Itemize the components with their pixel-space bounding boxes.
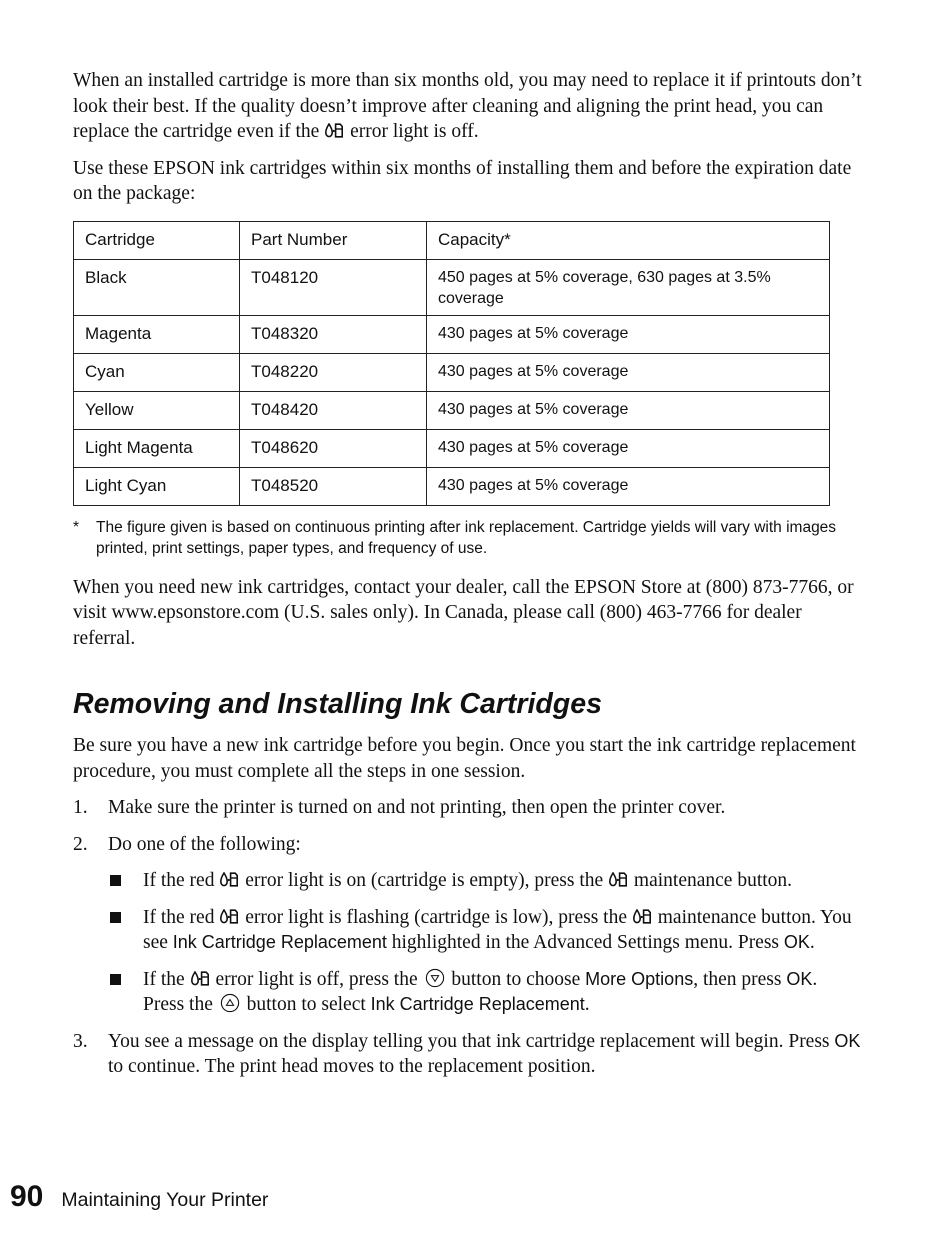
- section-title: Removing and Installing Ink Cartridges: [73, 688, 602, 720]
- option-text: . Press the: [143, 968, 818, 1015]
- ink-error-icon: [325, 123, 343, 138]
- capacity-cell: 430 pages at 5% coverage: [427, 429, 830, 467]
- table-row: [74, 467, 830, 505]
- step-text: Make sure the printer is turned on and not printing, then open the printer cover.: [108, 797, 726, 818]
- step-text: You see a message on the display telling you that ink cartridge replacement will begin. Press: [108, 1030, 830, 1052]
- capacity-cell: 430 pages at 5% coverage: [427, 315, 830, 353]
- option-text: highlighted in the Advanced Settings menu. Press: [391, 932, 780, 953]
- capacity-cell: 430 pages at 5% coverage: [427, 391, 830, 429]
- option-text: maintenance button.: [633, 870, 793, 891]
- page-number: 90: [10, 1180, 44, 1213]
- ui-label: Ink Cartridge Replacement: [172, 932, 387, 952]
- step-list: [73, 795, 863, 1080]
- section-intro: Be sure you have a new ink cartridge before you begin. Once you start the ink cartridge replacement procedure, you must complete all the steps in one session.: [73, 735, 856, 782]
- option-text: error light is on (cartridge is empty), press the: [245, 870, 604, 891]
- table-row: [74, 315, 830, 353]
- up-arrow-circle-icon: [220, 993, 240, 1013]
- part-number-cell: T048520: [240, 467, 427, 505]
- table-row: [74, 391, 830, 429]
- step-number: 1.: [73, 797, 88, 818]
- column-header: Cartridge: [74, 221, 240, 259]
- intro-paragraph-1: [73, 68, 863, 145]
- cartridge-cell: Cyan: [74, 353, 240, 391]
- option-text: error light is off, press the: [215, 968, 418, 990]
- option-text: If the red: [143, 870, 215, 891]
- option-item: [108, 868, 863, 894]
- option-text: maintenance button. You see: [143, 906, 852, 953]
- ui-label: OK: [834, 1030, 861, 1051]
- option-text: If the: [143, 968, 185, 990]
- option-text: .: [809, 932, 815, 953]
- option-text: If the red: [143, 906, 215, 928]
- option-text: error light is flashing (cartridge is low), press the: [245, 906, 627, 928]
- table-header-row: [74, 221, 830, 259]
- column-header: Part Number: [240, 221, 427, 259]
- footnote-text: The figure given is based on continuous printing after ink replacement. Cartridge yields will vary with images printed, print settings, paper types, and frequency of use.: [96, 518, 837, 557]
- ink-error-icon: [191, 971, 209, 986]
- page-footer: [10, 1180, 268, 1214]
- cartridge-cell: Light Magenta: [74, 429, 240, 467]
- cartridge-cell: Black: [74, 259, 240, 315]
- step-item: [73, 1029, 863, 1080]
- capacity-cell: 430 pages at 5% coverage: [427, 467, 830, 505]
- column-header: Capacity*: [427, 221, 830, 259]
- option-item: [108, 967, 863, 1018]
- option-item: [108, 905, 863, 956]
- intro-text: error light is off.: [350, 121, 479, 142]
- table-row: [74, 429, 830, 467]
- table-row: [74, 259, 830, 315]
- table-footnote: [73, 517, 876, 559]
- part-number-cell: T048420: [240, 391, 427, 429]
- chapter-title: Maintaining Your Printer: [61, 1189, 269, 1211]
- capacity-cell: 430 pages at 5% coverage: [427, 353, 830, 391]
- ui-label: OK: [783, 932, 810, 952]
- option-list: [108, 868, 863, 1018]
- ink-error-icon: [220, 872, 238, 887]
- ui-label: Ink Cartridge Replacement: [370, 994, 585, 1014]
- footnote-marker: *: [73, 518, 80, 536]
- step-text: Do one of the following:: [108, 833, 301, 855]
- step-number: 2.: [73, 833, 88, 855]
- ink-maintenance-icon: [633, 909, 651, 924]
- square-bullet: [110, 875, 121, 886]
- option-text: button to choose: [451, 968, 581, 990]
- ink-error-icon: [220, 909, 238, 924]
- ink-maintenance-icon: [609, 872, 627, 887]
- step-text: to continue. The print head moves to the replacement position.: [108, 1056, 596, 1077]
- intro-paragraph-2: Use these EPSON ink cartridges within six months of installing them and before the expiration date on the package:: [73, 157, 852, 204]
- ui-label: OK: [786, 968, 813, 989]
- step-number: 3.: [73, 1030, 88, 1052]
- step-item: [73, 832, 863, 1018]
- part-number-cell: T048120: [240, 259, 427, 315]
- cartridge-cell: Light Cyan: [74, 467, 240, 505]
- manual-page: [73, 68, 863, 1091]
- part-number-cell: T048620: [240, 429, 427, 467]
- part-number-cell: T048320: [240, 315, 427, 353]
- step-item: [73, 795, 863, 821]
- capacity-cell: 450 pages at 5% coverage, 630 pages at 3.5% coverage: [427, 259, 830, 315]
- intro-text: When an installed cartridge is more than six months old, you may need to replace it if printouts don’t look their best. If the quality doesn’t improve after cleaning and aligning the print head, you can replace the cartridge even if the: [73, 70, 862, 142]
- cartridge-cell: Magenta: [74, 315, 240, 353]
- option-text: .: [584, 994, 590, 1015]
- square-bullet: [110, 912, 121, 923]
- down-arrow-circle-icon: [425, 968, 445, 988]
- option-text: , then press: [693, 968, 782, 990]
- cartridge-cell: Yellow: [74, 391, 240, 429]
- option-text: button to select: [246, 994, 366, 1015]
- table-row: [74, 353, 830, 391]
- cartridge-table: [73, 221, 830, 506]
- square-bullet: [110, 974, 121, 985]
- contact-paragraph: When you need new ink cartridges, contact your dealer, call the EPSON Store at (800) 873-7766, or visit www.epsonstore.com (U.S. sales only). In Canada, please call (800) 463-7766 for dealer referral.: [73, 576, 854, 649]
- part-number-cell: T048220: [240, 353, 427, 391]
- ui-label: More Options: [585, 968, 694, 989]
